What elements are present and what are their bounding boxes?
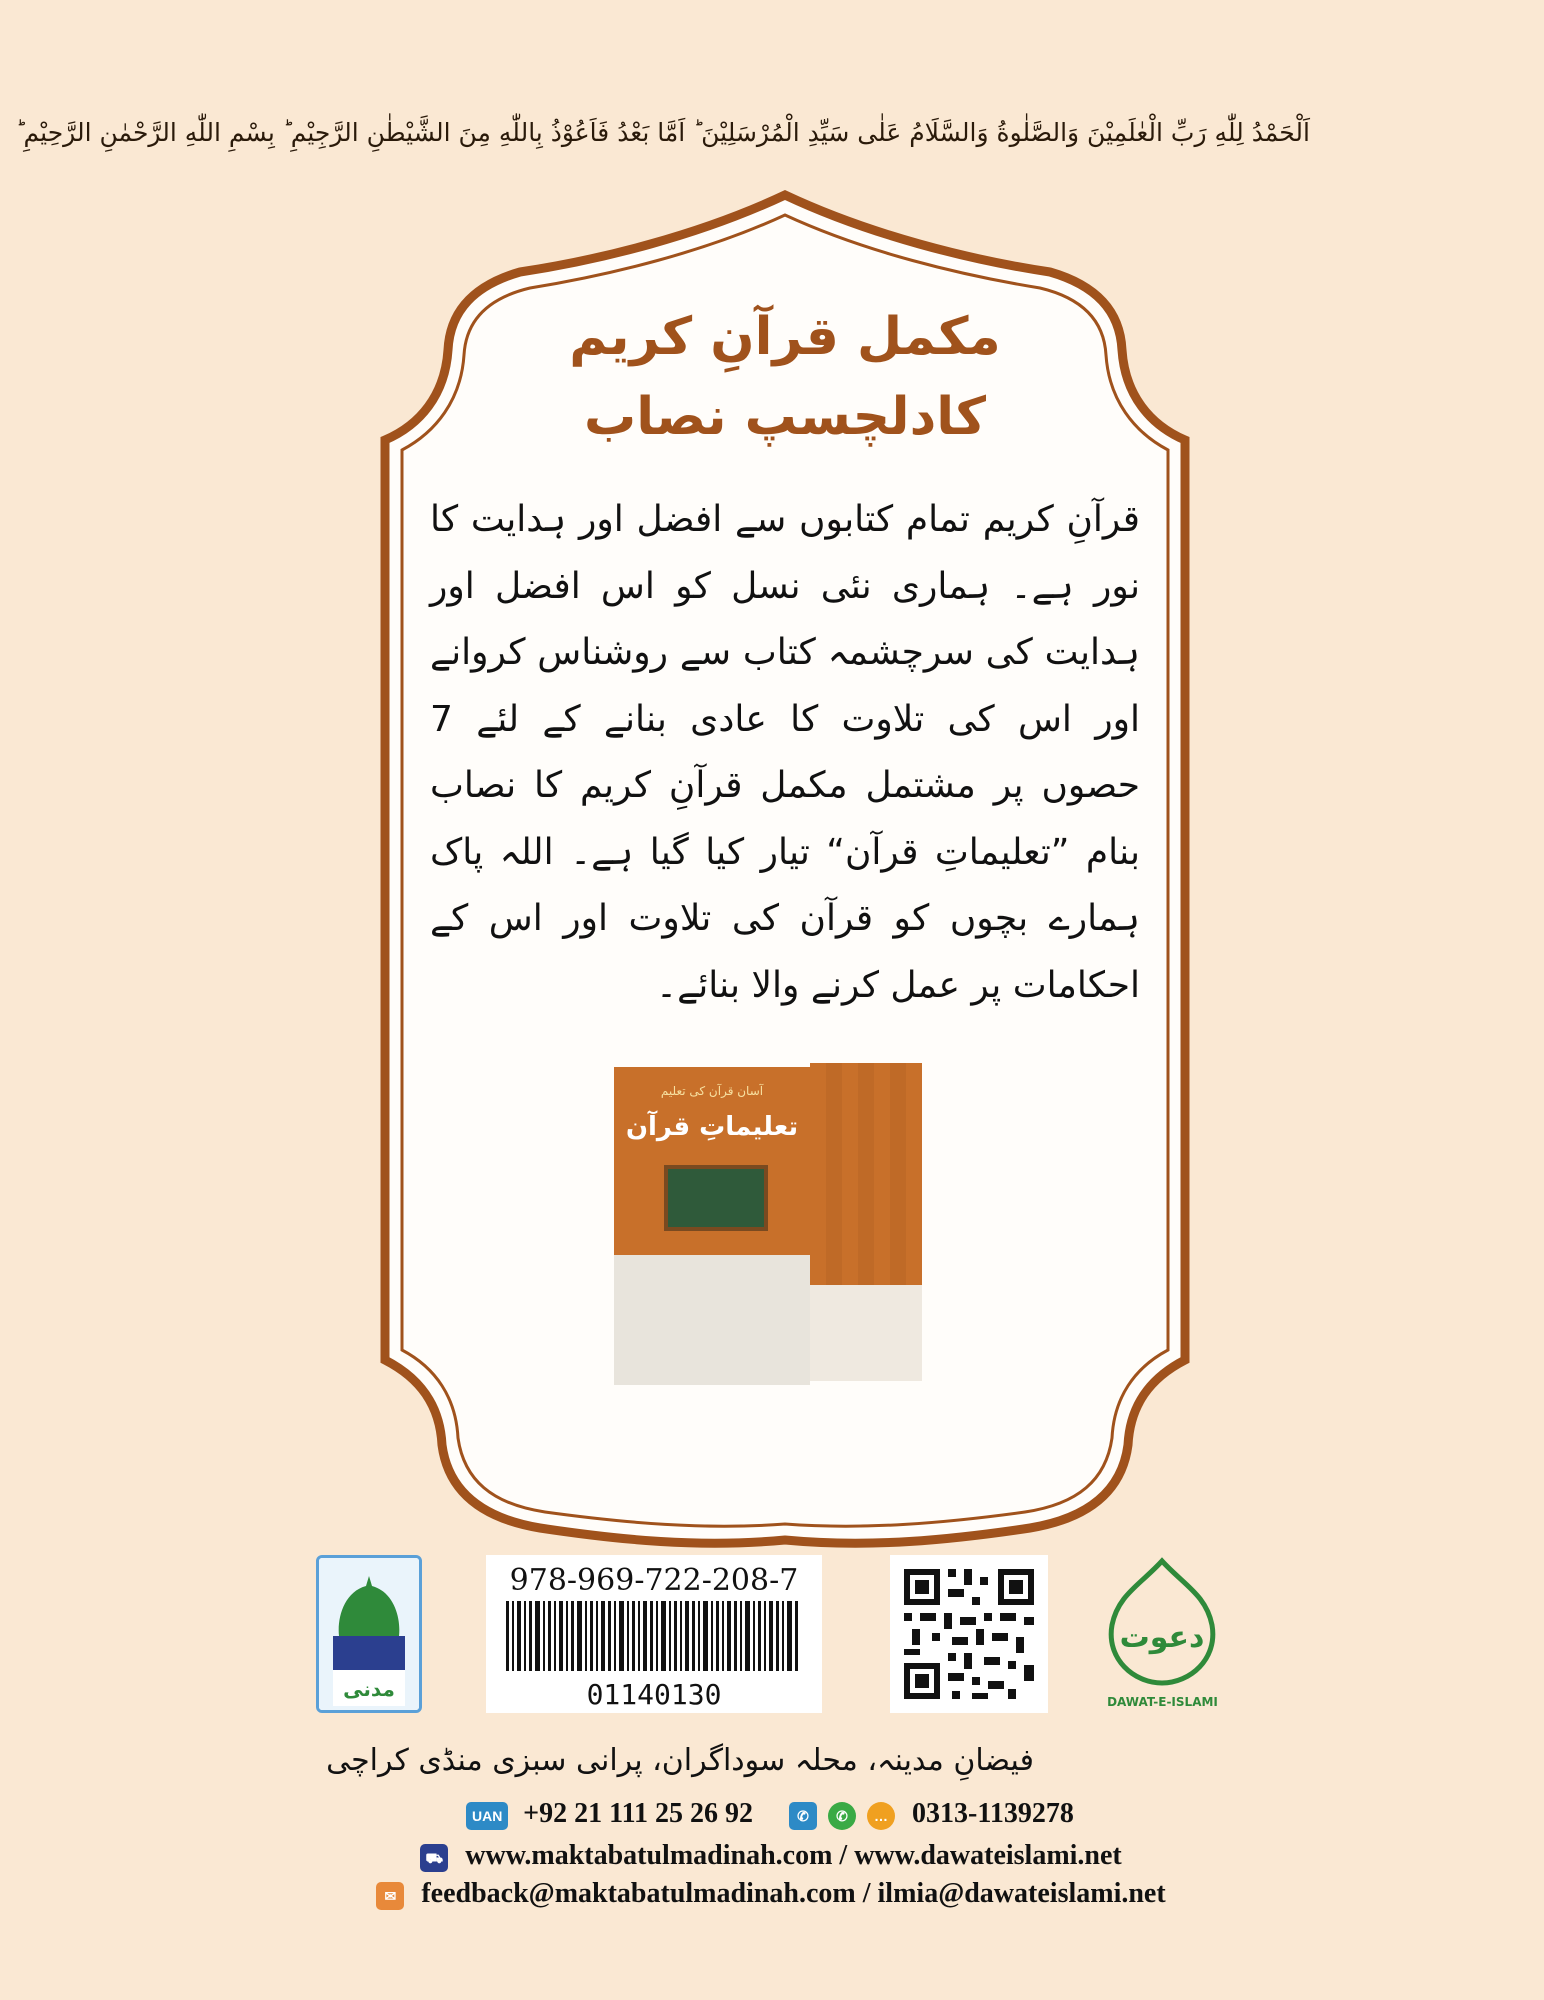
book-cover	[614, 1067, 810, 1385]
uan-badge: UAN	[466, 1802, 508, 1830]
website-link-1[interactable]: www.maktabatulmadinah.com	[465, 1840, 833, 1871]
maktaba-logo	[316, 1555, 422, 1713]
dawateislami-logo	[1090, 1555, 1235, 1713]
email-line	[300, 1878, 1240, 1910]
panel-title-line2: کادلچسپ نصاب	[583, 387, 987, 447]
qr-code	[890, 1555, 1048, 1713]
email-link-1[interactable]: feedback@maktabatulmadinah.com	[421, 1878, 856, 1909]
separator: /	[839, 1840, 848, 1871]
uan-number[interactable]: +92 21 111 25 26 92	[523, 1798, 754, 1829]
website-line	[300, 1840, 1240, 1872]
barcode-bars	[506, 1601, 802, 1671]
mail-icon: ✉	[376, 1882, 404, 1910]
separator: /	[862, 1878, 871, 1909]
address-line: فیضانِ مدینہ، محلہ سوداگران، پرانی سبزی منڈی کراچی	[326, 1743, 1034, 1778]
book-cover-top: آسان قرآن کی تعلیم	[660, 1084, 764, 1098]
book-cover-title: تعلیماتِ قرآن	[625, 1112, 799, 1142]
svg-text:دعوت: دعوت	[1119, 1620, 1205, 1655]
barcode	[486, 1555, 822, 1713]
book-set-image	[614, 1055, 926, 1385]
phone-line	[300, 1798, 1240, 1830]
whatsapp-icon: ✆	[828, 1802, 856, 1830]
website-link-2[interactable]: www.dawateislami.net	[854, 1840, 1122, 1871]
panel-body-text: قرآنِ کریم تمام کتابوں سے افضل اور ہدایت کا نور ہے۔ ہماری نئی نسل کو اس افضل اور ہدایت کی سرچشمہ کتاب سے روشناس کروانے اور اس کی تلاوت کا عادی بنانے کے لئے 7 حصوں پر مشتمل مکمل قرآنِ کریم کا نصاب بنام ”تعلیماتِ قرآن“ تیار کیا گیا ہے۔ اللہ پاک ہمارے بچوں کو قرآن کی تلاوت اور اس کے احکامات پر عمل کرنے والا بنائے۔	[430, 499, 1140, 1006]
book-spines	[810, 1063, 922, 1381]
barcode-number: 01140130	[586, 1678, 722, 1711]
mobile-number[interactable]: 0313-1139278	[912, 1798, 1074, 1829]
bismillah-header: اَلْحَمْدُ لِلّٰهِ رَبِّ الْعٰلَمِيْنَ وَالصَّلٰوةُ وَالسَّلَامُ عَلٰى سَيِّدِ الْمُرْسَلِيْنَ ؕ اَمَّا بَعْدُ فَاَعُوْذُ بِاللّٰهِ مِنَ الشَّيْطٰنِ الرَّجِيْمِ ؕ بِسْمِ اللّٰهِ الرَّحْمٰنِ الرَّحِيْمِ ؕ	[15, 118, 1310, 147]
message-icon: …	[867, 1802, 895, 1830]
logo-caption: DAWAT-E-ISLAMI	[1107, 1695, 1218, 1709]
cart-icon: ⛟	[420, 1844, 448, 1872]
panel-title-line1: مکمل قرآنِ کریم	[569, 307, 1001, 367]
isbn-number: 978-969-722-208-7	[509, 1563, 799, 1598]
phone-icon: ✆	[789, 1802, 817, 1830]
svg-text:مدنی: مدنی	[343, 1677, 395, 1701]
email-link-2[interactable]: ilmia@dawateislami.net	[877, 1878, 1166, 1909]
